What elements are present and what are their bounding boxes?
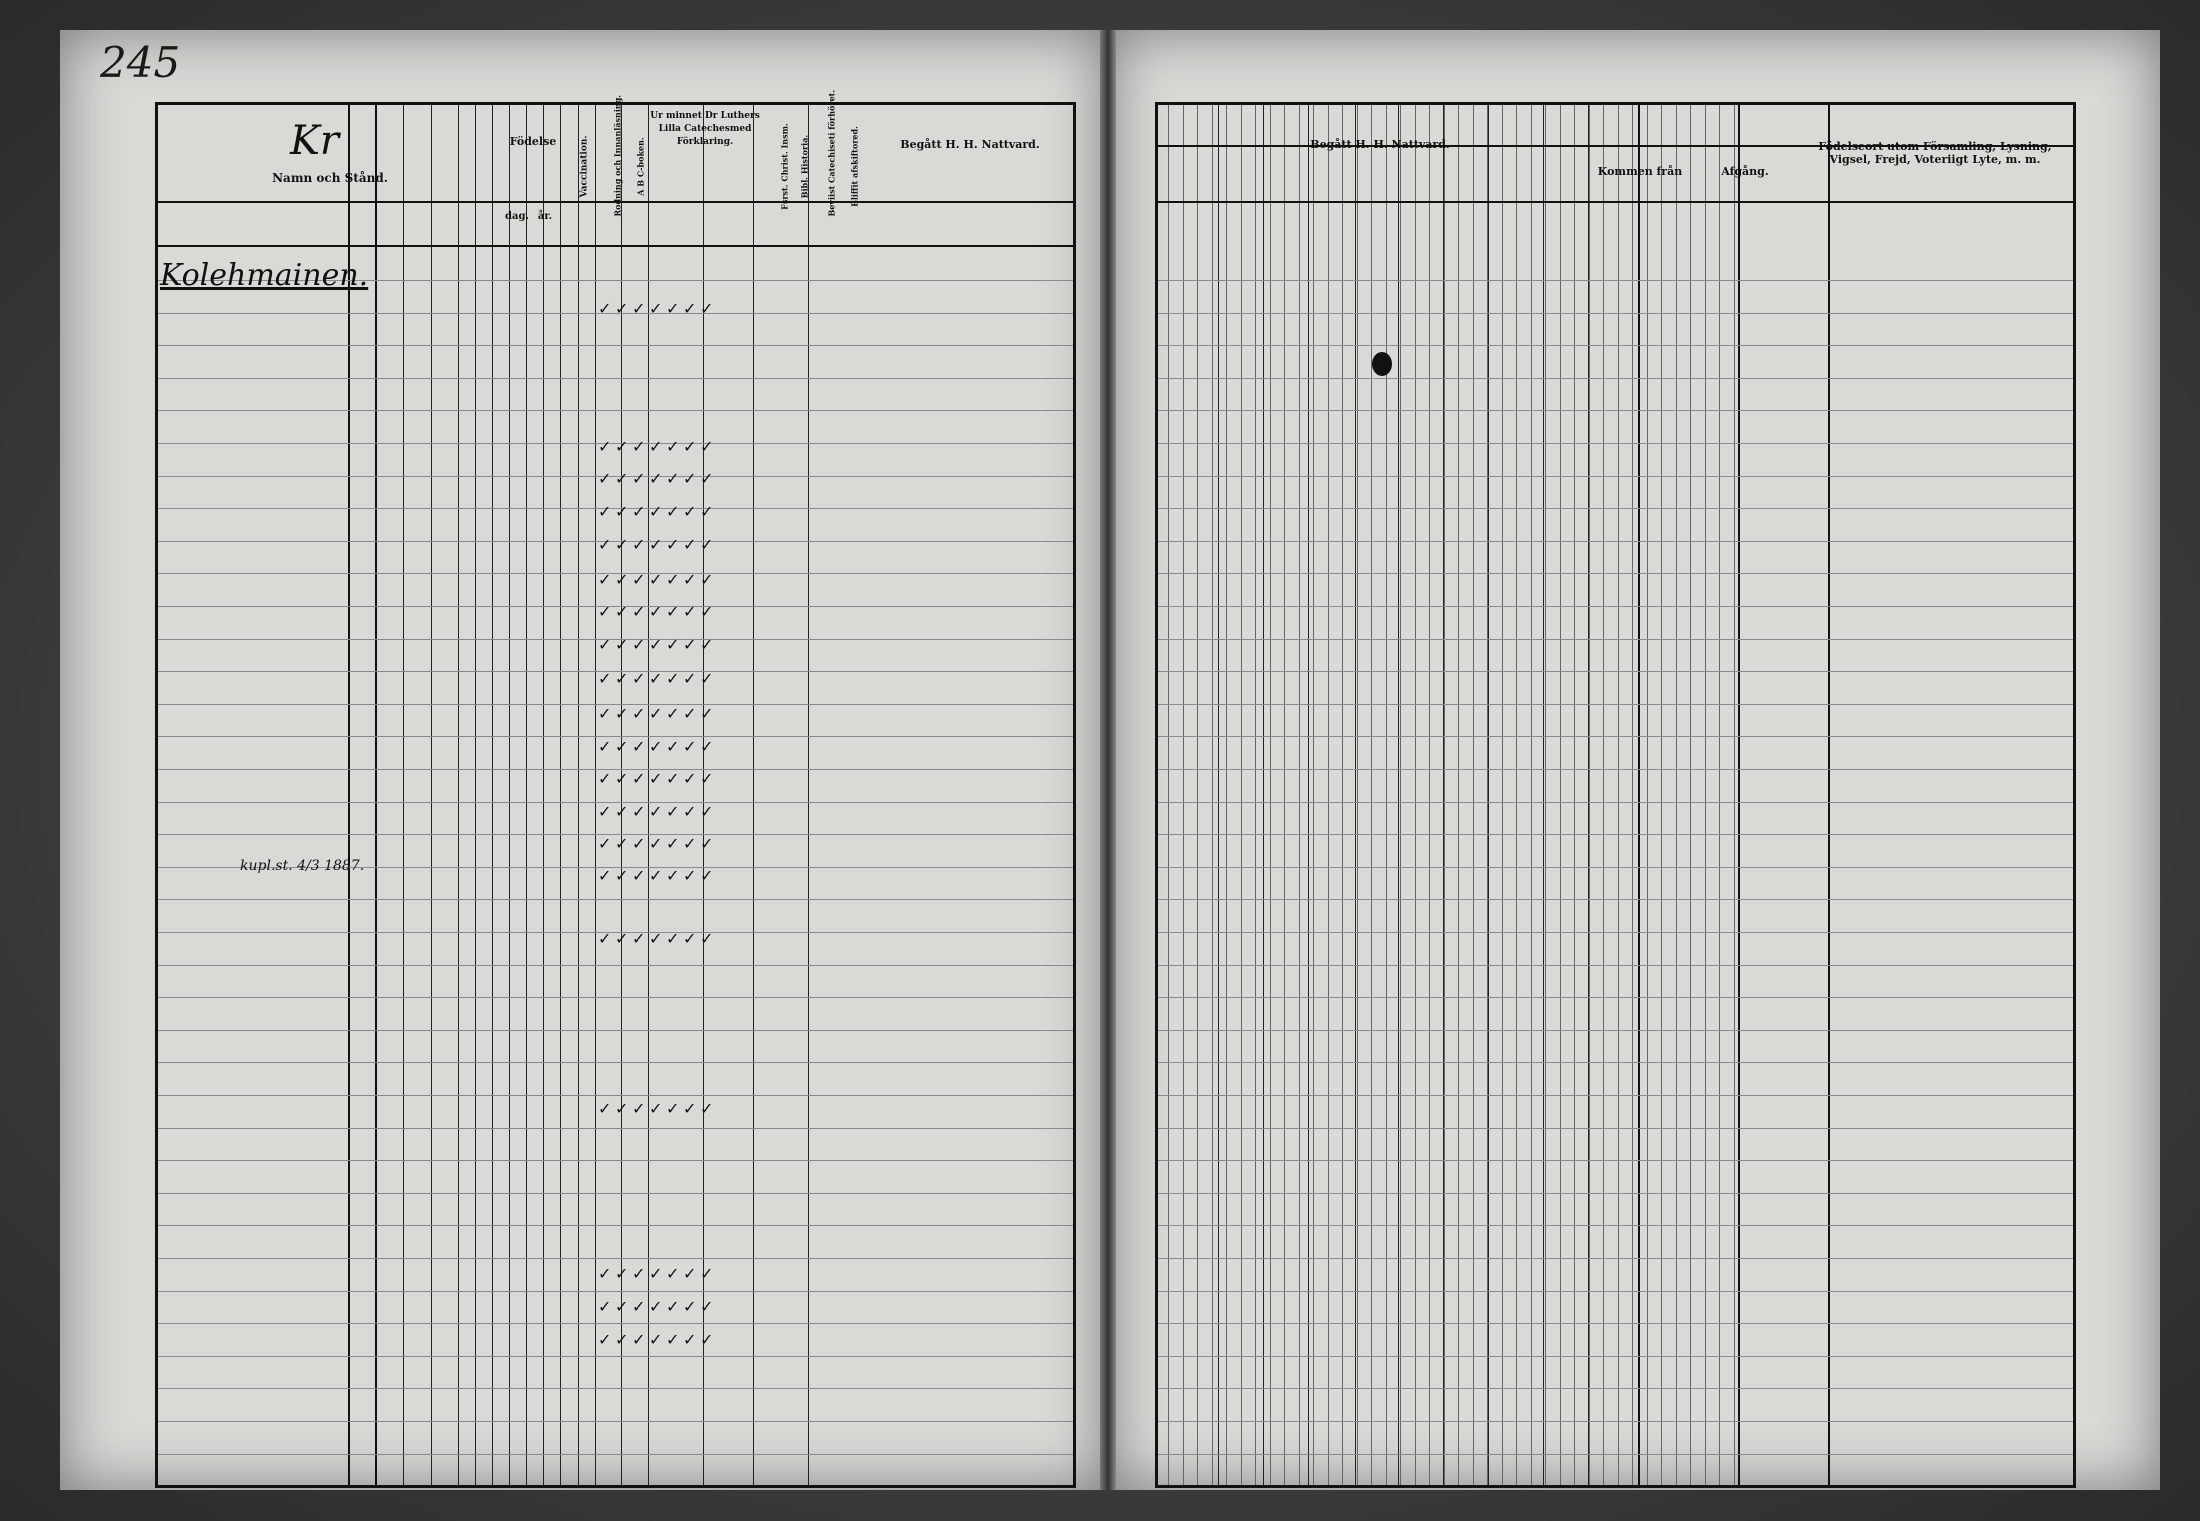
- tick-mark: ✓: [649, 1264, 663, 1283]
- grid-row-line: [158, 1291, 1073, 1292]
- tick-mark: ✓: [632, 704, 646, 723]
- tick-mark: ✓: [632, 866, 646, 885]
- grid-row-line: [158, 1095, 1073, 1096]
- tick-mark: ✓: [700, 669, 714, 688]
- grid-row-line: [1158, 1356, 2073, 1357]
- grid-row-line: [1158, 476, 2073, 477]
- tick-mark: ✓: [632, 1099, 646, 1118]
- tick-mark: ✓: [683, 535, 697, 554]
- tick-mark: ✓: [700, 469, 714, 488]
- tick-mark: ✓: [615, 1099, 629, 1118]
- grid-row-line: [1158, 802, 2073, 803]
- grid-row-line: [158, 965, 1073, 966]
- grid-row-line: [1158, 899, 2073, 900]
- grid-row-line: [1158, 1291, 2073, 1292]
- tick-mark: ✓: [683, 1297, 697, 1316]
- tick-mark: ✓: [598, 929, 612, 948]
- grid-row-line: [158, 378, 1073, 379]
- grid-row-line: [1158, 1193, 2073, 1194]
- tick-mark: ✓: [666, 802, 680, 821]
- tick-mark: ✓: [666, 704, 680, 723]
- tick-mark: ✓: [632, 1330, 646, 1349]
- tick-mark: ✓: [598, 1330, 612, 1349]
- left-to-header: Afgång.: [1721, 165, 1769, 178]
- tick-mark: ✓: [632, 469, 646, 488]
- tick-mark: ✓: [632, 299, 646, 318]
- tick-mark: ✓: [700, 866, 714, 885]
- grid-row-line: [1158, 541, 2073, 542]
- tick-mark: ✓: [598, 635, 612, 654]
- kupl-annotation: kupl.st. 4/3 1887.: [240, 858, 365, 874]
- tick-mark: ✓: [649, 635, 663, 654]
- tick-mark: ✓: [632, 1264, 646, 1283]
- tick-mark: ✓: [666, 1099, 680, 1118]
- grid-row-line: [158, 1062, 1073, 1063]
- tick-mark: ✓: [666, 535, 680, 554]
- tick-mark: ✓: [683, 1330, 697, 1349]
- came-from-header: Kommen från: [1597, 165, 1683, 178]
- tick-mark: ✓: [649, 299, 663, 318]
- tick-mark: ✓: [632, 437, 646, 456]
- tick-mark: ✓: [666, 635, 680, 654]
- tick-mark: ✓: [598, 1264, 612, 1283]
- tick-mark: ✓: [598, 769, 612, 788]
- tick-mark: ✓: [615, 929, 629, 948]
- tick-mark: ✓: [632, 669, 646, 688]
- tick-mark: ✓: [615, 602, 629, 621]
- tick-mark: ✓: [615, 469, 629, 488]
- tick-mark: ✓: [683, 502, 697, 521]
- catechism-header: Ur minnet Dr Luthers Lilla Catechesmed Förklaring.: [650, 111, 760, 147]
- tick-mark: ✓: [649, 1297, 663, 1316]
- tick-mark: ✓: [700, 737, 714, 756]
- tick-mark: ✓: [683, 1099, 697, 1118]
- tick-mark: ✓: [632, 929, 646, 948]
- grid-row-line: [1158, 1095, 2073, 1096]
- tick-mark: ✓: [666, 737, 680, 756]
- grid-row-line: [1158, 606, 2073, 607]
- tick-mark: ✓: [632, 635, 646, 654]
- tick-mark: ✓: [700, 502, 714, 521]
- name-column-header: Namn och Stånd.: [272, 171, 388, 185]
- grid-row-line: [158, 1454, 1073, 1455]
- tick-mark: ✓: [632, 737, 646, 756]
- grid-row-line: [1158, 345, 2073, 346]
- tick-mark: ✓: [683, 834, 697, 853]
- tick-mark: ✓: [598, 469, 612, 488]
- tick-mark: ✓: [632, 502, 646, 521]
- tick-mark: ✓: [598, 602, 612, 621]
- tick-mark: ✓: [632, 535, 646, 554]
- tick-mark: ✓: [649, 704, 663, 723]
- tick-mark: ✓: [666, 602, 680, 621]
- grid-row-line: [158, 1030, 1073, 1031]
- tick-mark: ✓: [683, 769, 697, 788]
- grid-row-line: [1158, 1225, 2073, 1226]
- tick-mark: ✓: [615, 1264, 629, 1283]
- tick-mark: ✓: [649, 769, 663, 788]
- grid-row-line: [158, 899, 1073, 900]
- tick-mark: ✓: [615, 437, 629, 456]
- household-name: Kolehmainen.: [160, 258, 369, 293]
- tick-mark: ✓: [683, 1264, 697, 1283]
- grid-header-line: [158, 245, 1073, 247]
- tick-mark: ✓: [598, 502, 612, 521]
- tick-mark: ✓: [615, 834, 629, 853]
- tick-mark: ✓: [666, 929, 680, 948]
- birth-year-header: år.: [537, 211, 553, 222]
- tick-mark: ✓: [666, 1297, 680, 1316]
- tick-mark: ✓: [649, 669, 663, 688]
- grid-row-line: [1158, 834, 2073, 835]
- ink-blot: [1372, 352, 1392, 376]
- grid-row-line: [158, 1193, 1073, 1194]
- tick-mark: ✓: [649, 437, 663, 456]
- grid-row-line: [1158, 1258, 2073, 1259]
- grid-row-line: [1158, 1128, 2073, 1129]
- communion-header-left: Begått H. H. Nattvard.: [900, 138, 1040, 151]
- birth-header: Födelse: [509, 135, 557, 148]
- grid-row-line: [1158, 1062, 2073, 1063]
- tick-mark: ✓: [632, 802, 646, 821]
- tick-mark: ✓: [683, 929, 697, 948]
- tick-mark: ✓: [683, 704, 697, 723]
- tick-mark: ✓: [632, 1297, 646, 1316]
- tick-mark: ✓: [615, 570, 629, 589]
- tick-mark: ✓: [700, 769, 714, 788]
- vaccination-header: Vaccination.: [579, 135, 590, 198]
- grid-row-line: [158, 997, 1073, 998]
- grid-row-line: [1158, 671, 2073, 672]
- tick-mark: ✓: [615, 704, 629, 723]
- tick-mark: ✓: [700, 635, 714, 654]
- tick-mark: ✓: [598, 669, 612, 688]
- tick-mark: ✓: [700, 1297, 714, 1316]
- bibl-header: Bibl. Historia.: [799, 134, 810, 199]
- tick-mark: ✓: [598, 737, 612, 756]
- tick-mark: ✓: [615, 769, 629, 788]
- grid-row-line: [158, 410, 1073, 411]
- grid-row-line: [158, 1160, 1073, 1161]
- grid-row-line: [1158, 410, 2073, 411]
- tick-mark: ✓: [598, 299, 612, 318]
- tick-mark: ✓: [666, 1264, 680, 1283]
- tick-mark: ✓: [598, 535, 612, 554]
- tick-mark: ✓: [598, 437, 612, 456]
- tick-mark: ✓: [700, 802, 714, 821]
- tick-mark: ✓: [598, 1297, 612, 1316]
- communion-header-right: Begått H. H. Nattvard.: [1310, 138, 1450, 151]
- tick-mark: ✓: [666, 834, 680, 853]
- tick-mark: ✓: [649, 570, 663, 589]
- grid-row-line: [1158, 313, 2073, 314]
- tick-mark: ✓: [666, 1330, 680, 1349]
- tick-mark: ✓: [598, 834, 612, 853]
- tick-mark: ✓: [700, 602, 714, 621]
- grid-row-line: [158, 1225, 1073, 1226]
- grid-row-line: [158, 1356, 1073, 1357]
- grid-row-line: [1158, 1160, 2073, 1161]
- tick-mark: ✓: [615, 737, 629, 756]
- tick-mark: ✓: [666, 570, 680, 589]
- grid-row-line: [1158, 508, 2073, 509]
- tick-mark: ✓: [632, 602, 646, 621]
- tick-mark: ✓: [700, 570, 714, 589]
- certificate-header: Födelseort utom Församling, Lysning, Vigsel, Frejd, Voteriigt Lyte, m. m.: [1818, 140, 2052, 166]
- tick-mark: ✓: [615, 866, 629, 885]
- tick-mark: ✓: [649, 602, 663, 621]
- birth-day-header: dag.: [505, 211, 529, 222]
- tick-mark: ✓: [615, 802, 629, 821]
- tick-mark: ✓: [700, 929, 714, 948]
- tick-mark: ✓: [666, 437, 680, 456]
- tick-mark: ✓: [683, 669, 697, 688]
- tick-mark: ✓: [598, 570, 612, 589]
- grid-row-line: [1158, 443, 2073, 444]
- grid-row-line: [1158, 1421, 2073, 1422]
- page-number: 245: [100, 38, 181, 87]
- tick-mark: ✓: [700, 437, 714, 456]
- tick-mark: ✓: [632, 570, 646, 589]
- tick-mark: ✓: [683, 635, 697, 654]
- tick-mark: ✓: [649, 502, 663, 521]
- tick-mark: ✓: [649, 1099, 663, 1118]
- grid-row-line: [1158, 1454, 2073, 1455]
- tick-mark: ✓: [632, 834, 646, 853]
- tick-mark: ✓: [632, 769, 646, 788]
- grid-row-line: [1158, 280, 2073, 281]
- tick-mark: ✓: [666, 502, 680, 521]
- tick-mark: ✓: [666, 769, 680, 788]
- tick-mark: ✓: [700, 535, 714, 554]
- grid-row-line: [158, 1323, 1073, 1324]
- tick-mark: ✓: [683, 437, 697, 456]
- tick-mark: ✓: [598, 802, 612, 821]
- grid-row-line: [1158, 736, 2073, 737]
- tick-mark: ✓: [683, 602, 697, 621]
- tick-mark: ✓: [700, 299, 714, 318]
- tick-mark: ✓: [598, 704, 612, 723]
- grid-row-line: [158, 1421, 1073, 1422]
- grid-row-line: [1158, 1388, 2073, 1389]
- tick-mark: ✓: [615, 669, 629, 688]
- absent-header: Bliffit afskiftored.: [849, 126, 860, 207]
- tick-mark: ✓: [598, 1099, 612, 1118]
- tick-mark: ✓: [700, 1099, 714, 1118]
- tick-mark: ✓: [615, 1330, 629, 1349]
- grid-row-line: [158, 1258, 1073, 1259]
- grid-row-line: [1158, 867, 2073, 868]
- tick-mark: ✓: [700, 834, 714, 853]
- confirm-header: Beviist Catechiseti förhöret.: [826, 89, 837, 217]
- tick-mark: ✓: [649, 866, 663, 885]
- grid-row-line: [1158, 1323, 2073, 1324]
- tick-mark: ✓: [700, 1264, 714, 1283]
- grid-row-line: [1158, 1030, 2073, 1031]
- grid-row-line: [1158, 573, 2073, 574]
- grid-row-line: [1158, 704, 2073, 705]
- christ-header: Fsrst. Christ. Insm.: [779, 123, 790, 210]
- grid-row-line: [158, 1388, 1073, 1389]
- tick-mark: ✓: [666, 669, 680, 688]
- grid-row-line: [1158, 932, 2073, 933]
- right-register-table: [1155, 102, 2076, 1488]
- tick-mark: ✓: [649, 469, 663, 488]
- tick-mark: ✓: [700, 704, 714, 723]
- tick-mark: ✓: [649, 1330, 663, 1349]
- tick-mark: ✓: [666, 866, 680, 885]
- tick-mark: ✓: [683, 866, 697, 885]
- book-gutter: [1100, 30, 1116, 1490]
- section-mark: Kr: [290, 118, 340, 164]
- tick-mark: ✓: [666, 299, 680, 318]
- grid-row-line: [1158, 378, 2073, 379]
- tick-mark: ✓: [683, 570, 697, 589]
- grid-row-line: [1158, 965, 2073, 966]
- tick-mark: ✓: [666, 469, 680, 488]
- tick-mark: ✓: [649, 535, 663, 554]
- tick-mark: ✓: [649, 929, 663, 948]
- tick-mark: ✓: [683, 299, 697, 318]
- tick-mark: ✓: [615, 635, 629, 654]
- grid-row-line: [1158, 639, 2073, 640]
- tick-mark: ✓: [649, 802, 663, 821]
- tick-mark: ✓: [700, 1330, 714, 1349]
- tick-mark: ✓: [598, 866, 612, 885]
- grid-row-line: [158, 1128, 1073, 1129]
- tick-mark: ✓: [683, 737, 697, 756]
- tick-mark: ✓: [683, 802, 697, 821]
- tick-mark: ✓: [649, 834, 663, 853]
- reading-header: Rodning och Innanläsning.: [612, 94, 623, 217]
- tick-mark: ✓: [649, 737, 663, 756]
- grid-row-line: [1158, 769, 2073, 770]
- grid-row-line: [158, 345, 1073, 346]
- tick-mark: ✓: [683, 469, 697, 488]
- tick-mark: ✓: [615, 1297, 629, 1316]
- grid-row-line: [1158, 997, 2073, 998]
- grid-header-line: [1158, 201, 2073, 203]
- tick-mark: ✓: [615, 299, 629, 318]
- abc-header: A B C-boken.: [635, 137, 646, 196]
- tick-mark: ✓: [615, 535, 629, 554]
- tick-mark: ✓: [615, 502, 629, 521]
